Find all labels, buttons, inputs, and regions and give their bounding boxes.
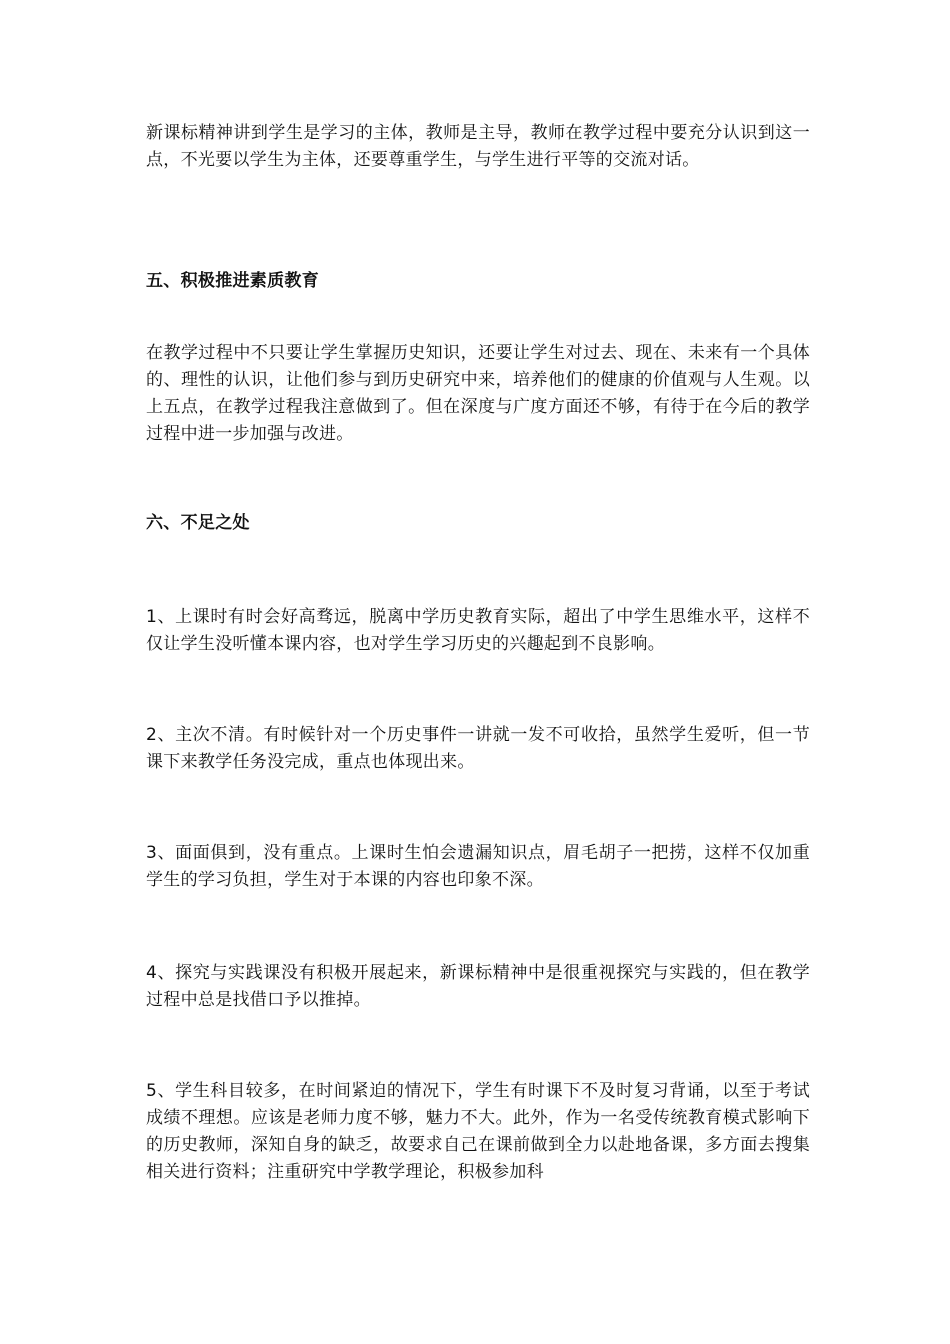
shortcoming-item-4: 4、探究与实践课没有积极开展起来，新课标精神中是很重视探究与实践的，但在教学过程中总是找借口予以推掉。 (146, 963, 810, 1010)
shortcoming-item-3: 3、面面俱到，没有重点。上课时生怕会遗漏知识点，眉毛胡子一把捞，这样不仅加重学生的学习负担，学生对于本课的内容也印象不深。 (146, 843, 810, 890)
shortcoming-item-5: 5、学生科目较多，在时间紧迫的情况下，学生有时课下不及时复习背诵，以至于考试成绩不理想。应该是老师力度不够，魅力不大。此外，作为一名受传统教育模式影响下的历史教师，深知自身的缺乏，故要求自己在课前做到全力以赴地备课，多方面去搜集相关进行资料；注重研究中学教学理论，积极参加科 (146, 1081, 810, 1182)
shortcoming-item-2: 2、主次不清。有时候针对一个历史事件一讲就一发不可收拾，虽然学生爱听，但一节课下来教学任务没完成，重点也体现出来。 (146, 725, 810, 772)
shortcoming-item-1: 1、上课时有时会好高骛远，脱离中学历史教育实际，超出了中学生思维水平，这样不仅让学生没听懂本课内容，也对学生学习历史的兴趣起到不良影响。 (146, 607, 810, 654)
intro-paragraph: 新课标精神讲到学生是学习的主体，教师是主导，教师在教学过程中要充分认识到这一点，不光要以学生为主体，还要尊重学生，与学生进行平等的交流对话。 (146, 123, 810, 170)
section-heading-six: 六、不足之处 (146, 513, 250, 533)
section-five-paragraph: 在教学过程中不只要让学生掌握历史知识，还要让学生对过去、现在、未来有一个具体的、理性的认识，让他们参与到历史研究中来，培养他们的健康的价值观与人生观。以上五点，在教学过程我注意做到了。但在深度与广度方面还不够，有待于在今后的教学过程中进一步加强与改进。 (146, 343, 810, 444)
section-heading-five: 五、积极推进素质教育 (146, 271, 319, 291)
